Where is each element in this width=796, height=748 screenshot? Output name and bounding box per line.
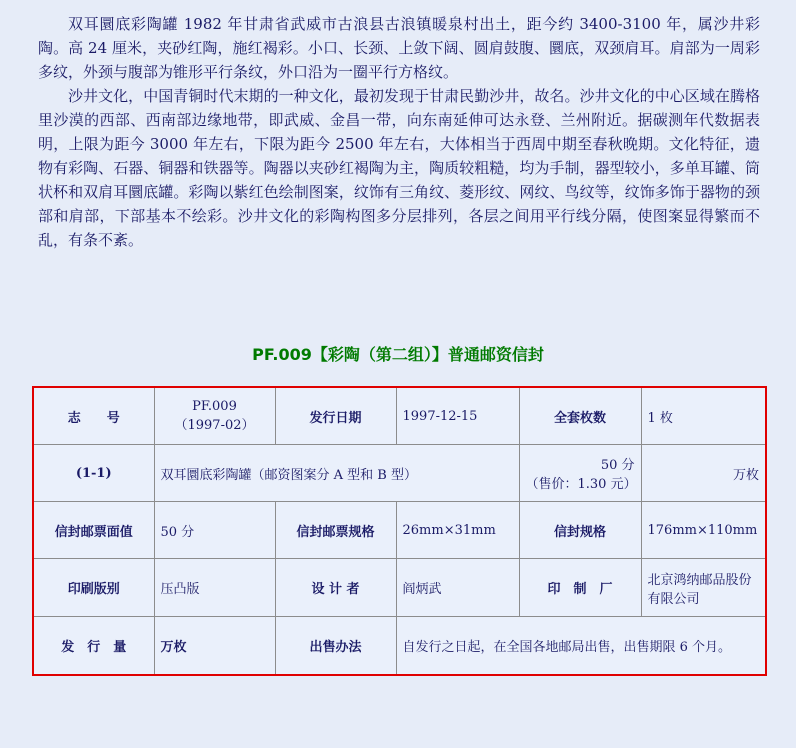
label-issue-date: 发行日期 — [275, 387, 396, 445]
table-row — [33, 502, 766, 559]
printer-value: 北京鸿纳邮品股份有限公司 — [641, 559, 766, 617]
issue-date-value: 1997-12-15 — [396, 387, 519, 445]
id-value: PF.009 — [192, 399, 237, 414]
label-set-count: 全套枚数 — [519, 387, 641, 445]
id-value-cell — [154, 387, 275, 445]
stamp-info-table — [32, 386, 767, 676]
table-row — [33, 617, 766, 676]
stamp-size-value: 26mm×31mm — [396, 502, 519, 559]
item-face-value: 50 分 — [600, 458, 635, 473]
label-face-value: 信封邮票面值 — [33, 502, 154, 559]
item-name: 双耳圜底彩陶罐（邮资图案分 A 型和 B 型） — [154, 445, 519, 502]
id-sub-value: （1997-02） — [174, 418, 255, 433]
label-print-type: 印刷版别 — [33, 559, 154, 617]
label-envelope-size: 信封规格 — [519, 502, 641, 559]
face-value: 50 分 — [154, 502, 275, 559]
label-designer: 设 计 者 — [275, 559, 396, 617]
table-row — [33, 559, 766, 617]
article — [38, 12, 760, 252]
sale-method-value: 自发行之日起，在全国各地邮局出售，出售期限 6 个月。 — [396, 617, 766, 676]
item-number: (1-1) — [33, 445, 154, 502]
table-row — [33, 387, 766, 445]
item-quantity: 万枚 — [641, 445, 766, 502]
envelope-size-value: 176mm×110mm — [641, 502, 766, 559]
paragraph-shajing-culture: 沙井文化，中国青铜时代末期的一种文化，最初发现于甘肃民勤沙井，故名。沙井文化的中心区域在腾格里沙漠的西部、西南部边缘地带，即武威、金昌一带，向东南延伸可达永登、兰州附近。据碳测年代数据表明，上限为距今 3000 年左右，下限为距今 2500 年左右，大体相当于西周中期至春秋晚期。文化特征，遗物有彩陶、石器、铜器和铁器等。陶器以夹砂红褐陶为主，陶质较粗糙，均为手制，器型较小，多单耳罐、筒状杯和双肩耳圜底罐。彩陶以紫红色绘制图案，纹饰有三角纹、菱形纹、网纹、鸟纹等，纹饰多饰于器物的颈部和肩部，下部基本不绘彩。沙井文化的彩陶构图多分层排列，各层之间用平行线分隔，使图案显得繁而不乱，有条不紊。 — [38, 87, 760, 249]
paragraph-artifact-description: 双耳圜底彩陶罐 1982 年甘肃省武威市古浪县古浪镇暖泉村出土，距今约 3400-3100 年，属沙井彩陶。高 24 厘米，夹砂红陶，施红褐彩。小口、长颈、上敛下阔、圆肩鼓腹、圜底，双颈肩耳。肩部为一周彩多纹，外颈与腹部为锥形平行条纹，外口沿为一圈平行方格纹。 — [38, 15, 760, 81]
set-count-value: 1 枚 — [641, 387, 766, 445]
label-issue-quantity: 发 行 量 — [33, 617, 154, 676]
label-printer: 印 制 厂 — [519, 559, 641, 617]
print-type-value: 压凸版 — [154, 559, 275, 617]
label-id: 志 号 — [33, 387, 154, 445]
label-sale-method: 出售办法 — [275, 617, 396, 676]
label-stamp-size: 信封邮票规格 — [275, 502, 396, 559]
designer-value: 阎炳武 — [396, 559, 519, 617]
issue-quantity-value: 万枚 — [154, 617, 275, 676]
table-row — [33, 445, 766, 502]
item-price-cell — [519, 445, 641, 502]
stamp-title: PF.009【彩陶（第二组）】普通邮资信封 — [252, 345, 544, 364]
item-sale-price: （售价：1.30 元） — [525, 477, 637, 492]
